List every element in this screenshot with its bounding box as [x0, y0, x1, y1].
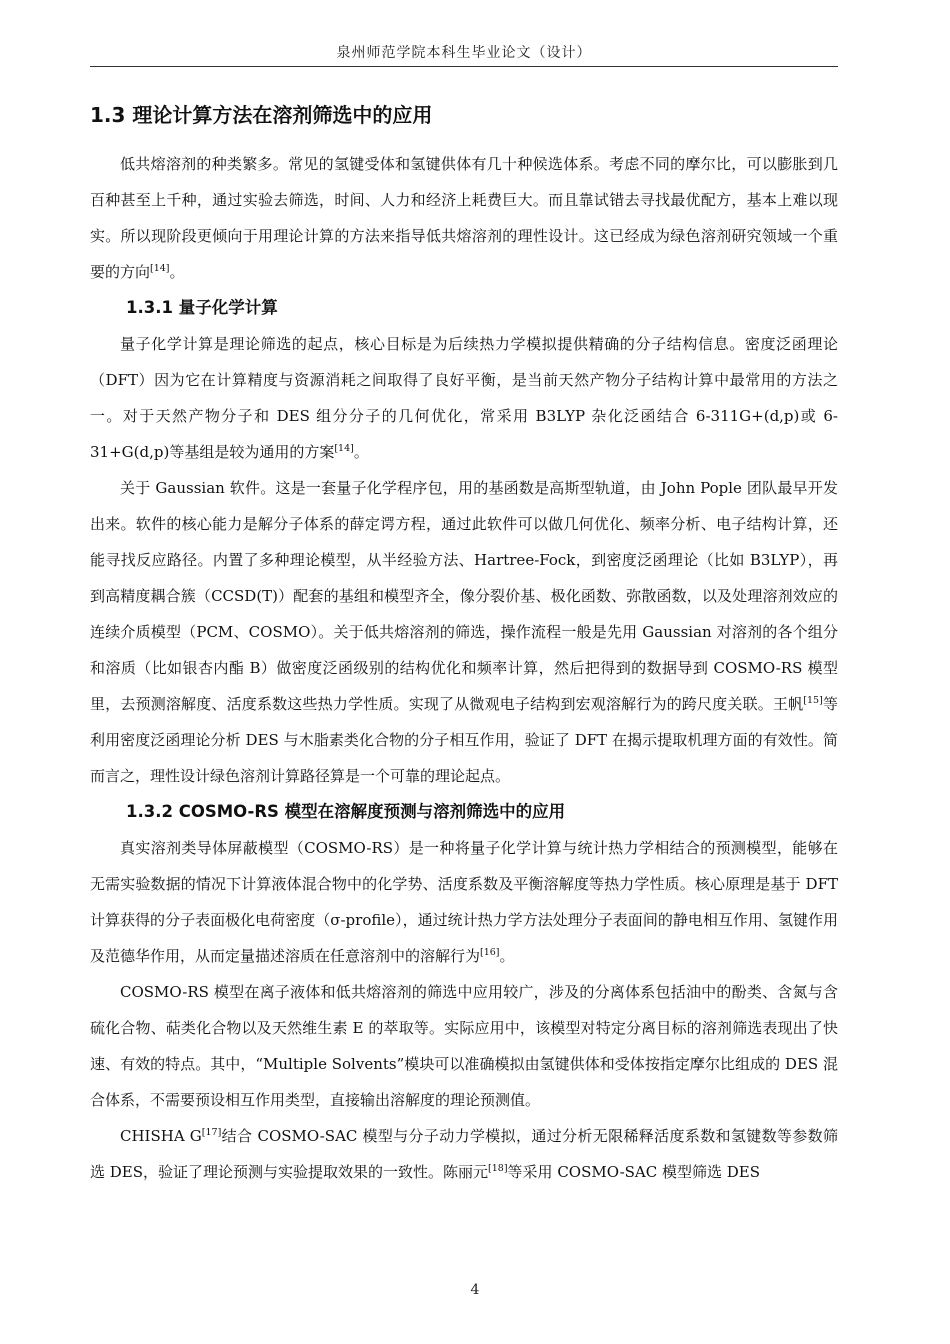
paragraph-text: 低共熔溶剂的种类繁多。常见的氢键受体和氢键供体有几十种候选体系。考虑不同的摩尔比，可以膨胀到几百种甚至上千种，通过实验去筛选，时间、人力和经济上耗费巨大。而且靠试错去寻找最优配方，基本上难以现实。所以现阶段更倾向于用理论计算的方法来指导低共熔溶剂的理性设计。这已经成为绿色溶剂研究领域一个重要的方向 [90, 155, 838, 281]
quantum-chemistry-paragraph-1 [90, 326, 838, 470]
citation-ref: [14] [334, 443, 354, 454]
paragraph-text: 真实溶剂类导体屏蔽模型（COSMO-RS）是一种将量子化学计算与统计热力学相结合的预测模型，能够在无需实验数据的情况下计算液体混合物中的化学势、活度系数及平衡溶解度等热力学性质。核心原理是基于 DFT 计算获得的分子表面极化电荷密度（σ-profile），通过统计热力学方法处理分子表面间的静电相互作用、氢键作用及范德华作用，从而定量描述溶质在任意溶剂中的溶解行为 [90, 839, 838, 965]
paragraph-text: CHISHA G [120, 1127, 202, 1145]
paragraph-text: 等利用密度泛函理论分析 DES 与木脂素类化合物的分子相互作用，验证了 DFT 在揭示提取机理方面的有效性。简而言之，理性设计绿色溶剂计算路径算是一个可靠的理论起点。 [90, 695, 838, 785]
paragraph-text: 。 [169, 263, 185, 281]
running-header: 泉州师范学院本科生毕业论文（设计） [90, 40, 838, 67]
cosmo-sac-paragraph [90, 1118, 838, 1190]
citation-ref: [16] [480, 947, 500, 958]
paragraph-text: 关于 Gaussian 软件。这是一套量子化学程序包，用的基函数是高斯型轨道，由 John Pople 团队最早开发出来。软件的核心能力是解分子体系的薛定谔方程，通过此软件可以做几何优化、频率分析、电子结构计算，还能寻找反应路径。内置了多种理论模型，从半经验方法、Hartree-Fock，到密度泛函理论（比如 B3LYP），再到高精度耦合簇（CCSD(T)）配套的基组和模型齐全，像分裂价基、极化函数、弥散函数，以及处理溶剂效应的连续介质模型（PCM、COSMO）。关于低共熔溶剂的筛选，操作流程一般是先用 Gaussian 对溶剂的各个组分和溶质（比如银杏内酯 B）做密度泛函级别的结构优化和频率计算，然后把得到的数据导到 COSMO-RS 模型里，去预测溶解度、活度系数这些热力学性质。实现了从微观电子结构到宏观溶解行为的跨尺度关联。王帆 [90, 479, 838, 713]
gaussian-paragraph [90, 470, 838, 794]
subsection-title-quantum-chemistry: 1.3.1 量子化学计算 [126, 298, 278, 317]
paragraph-text: 量子化学计算是理论筛选的起点，核心目标是为后续热力学模拟提供精确的分子结构信息。密度泛函理论（DFT）因为它在计算精度与资源消耗之间取得了良好平衡，是当前天然产物分子结构计算中最常用的方法之一。对于天然产物分子和 DES 组分分子的几何优化，常采用 B3LYP 杂化泛函结合 6-311G+(d,p)或 6-31+G(d,p)等基组是较为通用的方案 [90, 335, 838, 461]
section-intro-paragraph [90, 146, 838, 290]
page-body [90, 96, 838, 1190]
citation-ref: [15] [803, 695, 823, 706]
paragraph-text: 等采用 COSMO-SAC 模型筛选 DES [507, 1163, 761, 1181]
citation-ref: [17] [201, 1127, 222, 1138]
section-title: 1.3 理论计算方法在溶剂筛选中的应用 [90, 103, 433, 127]
subsection-title-cosmo-rs: 1.3.2 COSMO-RS 模型在溶解度预测与溶剂筛选中的应用 [126, 802, 566, 821]
paragraph-text: 。 [353, 443, 369, 461]
paragraph-text: 。 [499, 947, 515, 965]
paragraph-text: 结合 COSMO-SAC 模型与分子动力学模拟，通过分析无限稀释活度系数和氢键数等参数筛选 DES，验证了理论预测与实验提取效果的一致性。陈丽元 [90, 1127, 838, 1181]
citation-ref: [14] [150, 263, 170, 274]
cosmo-rs-paragraph-1 [90, 830, 838, 974]
page-number: 4 [470, 1282, 480, 1298]
cosmo-rs-paragraph-2: COSMO-RS 模型在离子液体和低共熔溶剂的筛选中应用较广，涉及的分离体系包括油中的酚类、含氮与含硫化合物、萜类化合物以及天然维生素 E 的萃取等。实际应用中，该模型对特定分离目标的溶剂筛选表现出了快速、有效的特点。其中，“Multiple Solvents”模块可以准确模拟由氢键供体和受体按指定摩尔比组成的 DES 混合体系，不需要预设相互作用类型，直接输出溶解度的理论预测值。 [90, 983, 838, 1109]
citation-ref: [18] [488, 1163, 508, 1174]
